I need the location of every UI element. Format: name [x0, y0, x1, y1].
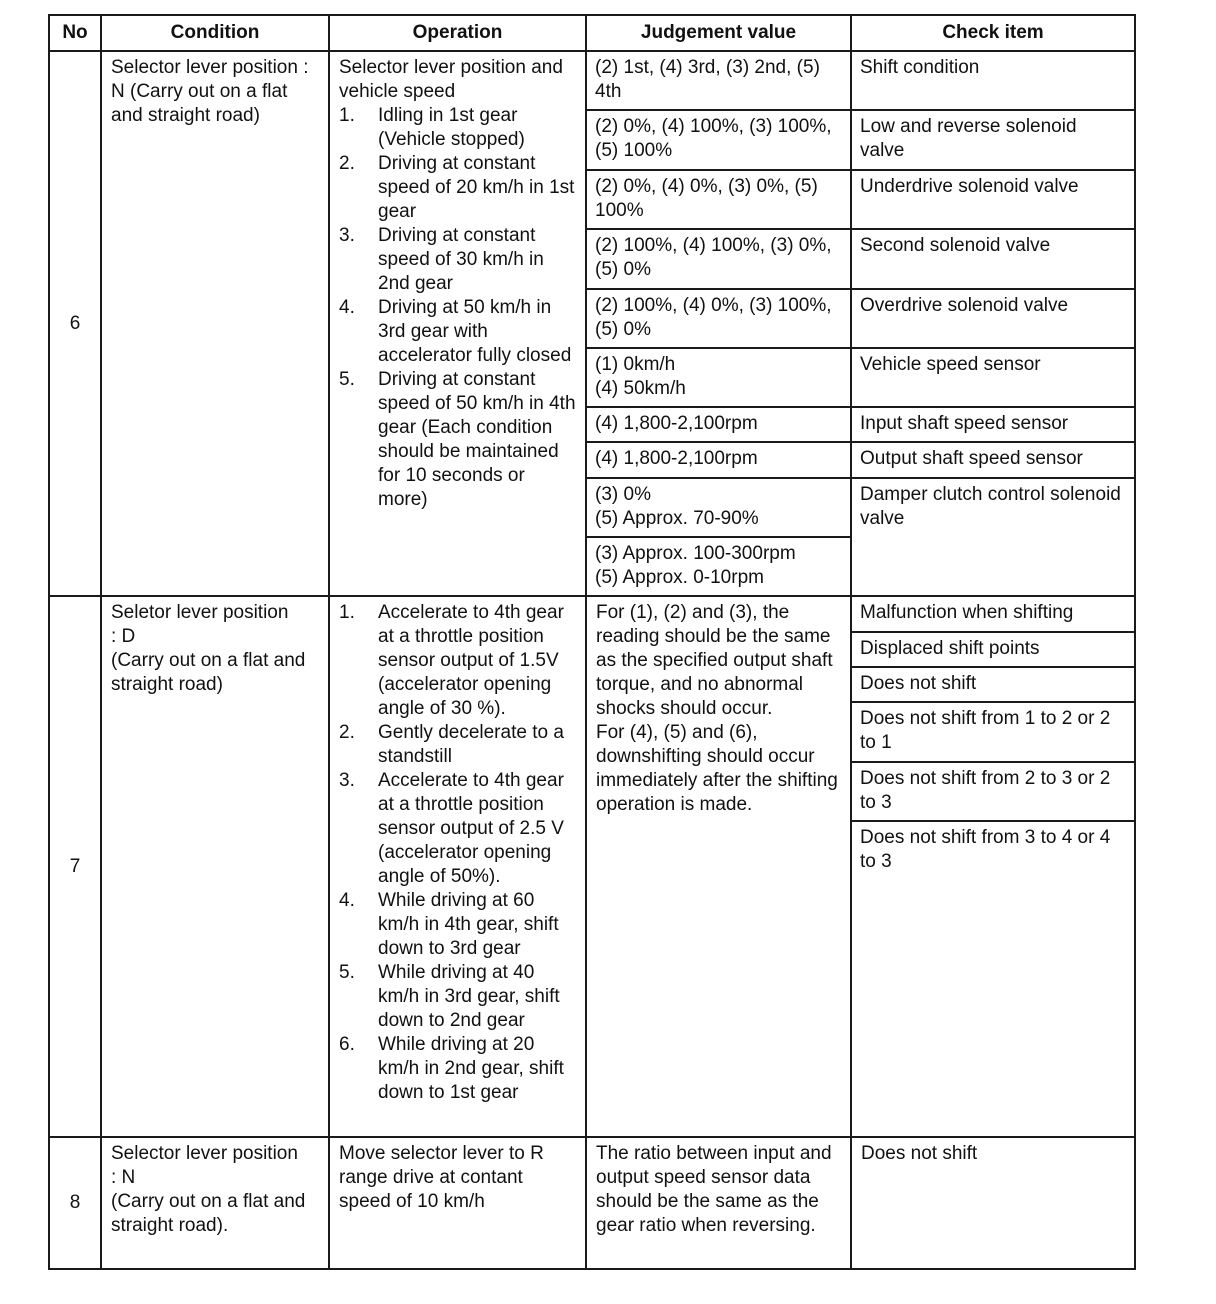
- check-item: Overdrive solenoid valve: [852, 290, 1134, 349]
- step-text: While driving at 40 km/h in 3rd gear, shift down to 2nd gear: [378, 962, 560, 1031]
- step-number: 4.: [339, 890, 355, 911]
- operation-cell: [329, 596, 586, 1137]
- step-number: 6.: [339, 1034, 355, 1055]
- check-item: Damper clutch control solenoid valve: [860, 484, 1121, 529]
- judgement-column: [586, 51, 851, 596]
- row-number: 8: [49, 1137, 101, 1269]
- check-item: Displaced shift points: [852, 633, 1134, 668]
- operation-step: [339, 601, 577, 721]
- header-judgement: Judgement value: [586, 15, 851, 51]
- check-cell: Does not shift: [851, 1137, 1135, 1269]
- check-column: [851, 596, 1135, 1137]
- operation-step: [339, 769, 577, 889]
- condition-cell: Seletor lever position : D (Carry out on a flat and straight road): [101, 596, 329, 1137]
- judgement-item: (2) 100%, (4) 0%, (3) 100%, (5) 0%: [587, 290, 850, 349]
- step-text: Driving at constant speed of 30 km/h in 2nd gear: [378, 225, 544, 294]
- check-item: Low and reverse solenoid valve: [852, 111, 1134, 171]
- header-operation: Operation: [329, 15, 586, 51]
- header-row: [49, 15, 1135, 51]
- step-text: Driving at constant speed of 20 km/h in 1st gear: [378, 153, 575, 222]
- judgement-cell: The ratio between input and output speed sensor data should be the same as the gear ratio when reversing.: [586, 1137, 851, 1269]
- judgement-item: (4) 1,800-2,100rpm: [587, 408, 850, 443]
- check-item: Output shaft speed sensor: [852, 443, 1134, 479]
- step-text: Gently decelerate to a standstill: [378, 722, 564, 767]
- step-text: While driving at 60 km/h in 4th gear, shift down to 3rd gear: [378, 890, 559, 959]
- operation-step: [339, 721, 577, 769]
- check-item: Does not shift from 1 to 2 or 2 to 1: [852, 703, 1134, 763]
- operation-steps: [339, 601, 577, 1105]
- judgement-item: (4) 1,800-2,100rpm: [587, 443, 850, 479]
- check-item: Second solenoid valve: [852, 230, 1134, 290]
- header-no: No: [49, 15, 101, 51]
- judgement-item: (2) 100%, (4) 100%, (3) 0%, (5) 0%: [587, 230, 850, 290]
- step-number: 2.: [339, 153, 355, 174]
- judgement-item: (3) 0% (5) Approx. 70-90%: [587, 479, 850, 538]
- check-stack: [852, 52, 1134, 595]
- check-item: Shift condition: [852, 52, 1134, 111]
- judgement-item: (2) 0%, (4) 100%, (3) 100%, (5) 100%: [587, 111, 850, 171]
- step-text: Accelerate to 4th gear at a throttle position sensor output of 1.5V (accelerator opening angle of 30 %).: [378, 602, 564, 719]
- check-item: Malfunction when shifting: [852, 597, 1134, 633]
- table-row: [49, 1137, 1135, 1269]
- header-condition: Condition: [101, 15, 329, 51]
- judgement-item: (2) 1st, (4) 3rd, (3) 2nd, (5) 4th: [587, 52, 850, 111]
- step-text: While driving at 20 km/h in 2nd gear, shift down to 1st gear: [378, 1034, 564, 1103]
- operation-steps: [339, 104, 577, 512]
- operation-step: [339, 368, 577, 512]
- row-number: 6: [49, 51, 101, 596]
- step-number: 5.: [339, 369, 355, 390]
- step-number: 1.: [339, 602, 355, 623]
- judgement-item: (3) Approx. 100-300rpm (5) Approx. 0-10rpm: [595, 543, 796, 588]
- check-item: Input shaft speed sensor: [852, 408, 1134, 443]
- operation-step: [339, 889, 577, 961]
- step-number: 2.: [339, 722, 355, 743]
- step-text: Accelerate to 4th gear at a throttle position sensor output of 2.5 V (accelerator opening angle of 50%).: [378, 770, 564, 887]
- check-stack: [852, 597, 1134, 1136]
- test-table: [48, 14, 1136, 1270]
- judgement-item: (1) 0km/h (4) 50km/h: [587, 349, 850, 408]
- operation-step: [339, 1033, 577, 1105]
- operation-cell: [329, 51, 586, 596]
- operation-step: [339, 152, 577, 224]
- step-number: 3.: [339, 770, 355, 791]
- check-item: Vehicle speed sensor: [852, 349, 1134, 408]
- condition-cell: Selector lever position : N (Carry out on a flat and straight road): [101, 51, 329, 596]
- operation-step: [339, 296, 577, 368]
- table-row: [49, 596, 1135, 1137]
- operation-step: [339, 224, 577, 296]
- step-text: Idling in 1st gear (Vehicle stopped): [378, 105, 525, 150]
- step-number: 3.: [339, 225, 355, 246]
- check-item: Does not shift from 2 to 3 or 2 to 3: [852, 763, 1134, 822]
- row-number: 7: [49, 596, 101, 1137]
- step-number: 5.: [339, 962, 355, 983]
- step-number: 1.: [339, 105, 355, 126]
- operation-intro: Selector lever position and vehicle speed: [339, 57, 563, 102]
- table-row: [49, 51, 1135, 596]
- check-item: Does not shift from 3 to 4 or 4 to 3: [860, 827, 1111, 872]
- step-text: Driving at 50 km/h in 3rd gear with accelerator fully closed: [378, 297, 572, 366]
- operation-cell: Move selector lever to R range drive at contant speed of 10 km/h: [329, 1137, 586, 1269]
- step-number: 4.: [339, 297, 355, 318]
- check-item: Underdrive solenoid valve: [852, 171, 1134, 230]
- condition-cell: Selector lever position : N (Carry out on a flat and straight road).: [101, 1137, 329, 1269]
- judgement-stack: [587, 52, 850, 595]
- step-text: Driving at constant speed of 50 km/h in 4th gear (Each condition should be maintained for 10 seconds or more): [378, 369, 576, 510]
- operation-step: [339, 961, 577, 1033]
- operation-step: [339, 104, 577, 152]
- header-check: Check item: [851, 15, 1135, 51]
- judgement-cell: For (1), (2) and (3), the reading should be the same as the specified output shaft torque, and no abnormal shocks should occur. For (4), (5) and (6), downshifting should occur immediately after the shifting operation is made.: [586, 596, 851, 1137]
- check-item: Does not shift: [852, 668, 1134, 703]
- judgement-item: (2) 0%, (4) 0%, (3) 0%, (5) 100%: [587, 171, 850, 230]
- check-column: [851, 51, 1135, 596]
